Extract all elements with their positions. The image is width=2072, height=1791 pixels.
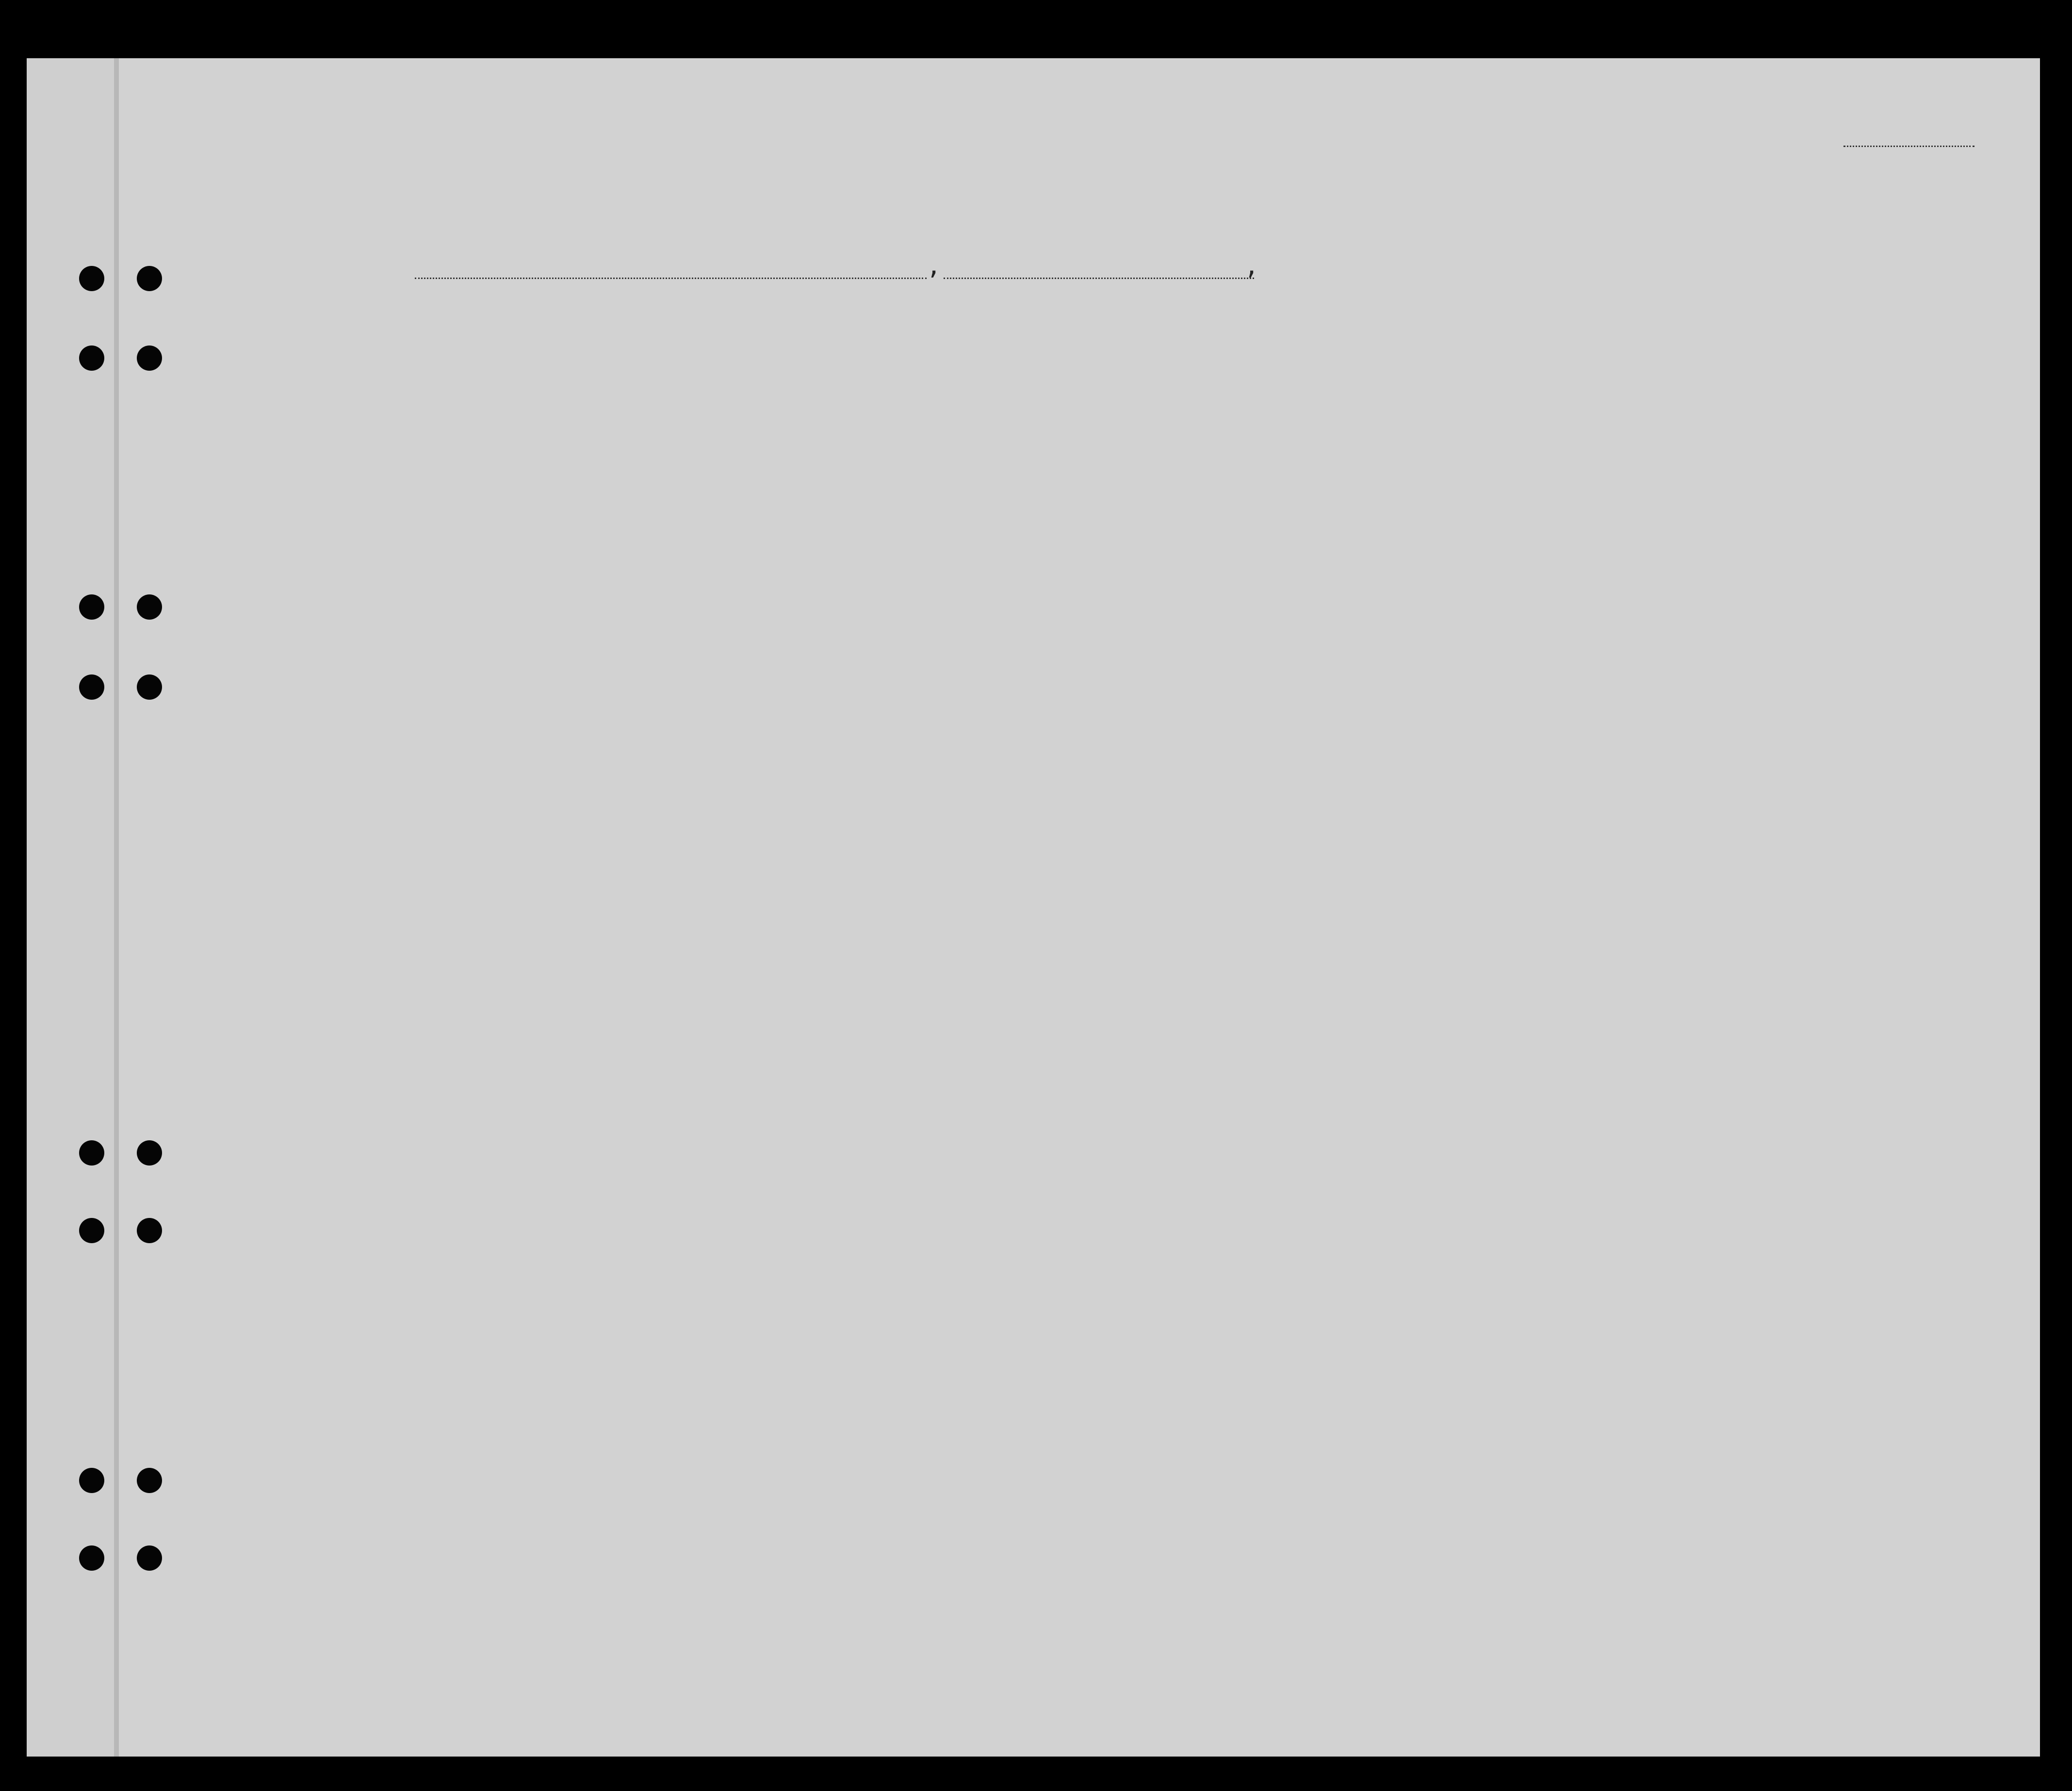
col34-inches: [1722, 425, 1737, 473]
col29-header: [1489, 354, 1518, 461]
col25-header: [1365, 361, 1391, 462]
col30-header: [1523, 359, 1543, 466]
col34-feet: [1698, 425, 1713, 473]
col24-become-citizen: [1330, 385, 1355, 470]
col24-intends-return: [1270, 385, 1295, 470]
col21-header: [774, 357, 803, 454]
col27-header: [1413, 363, 1430, 465]
col24-length-of-stay: [1299, 385, 1324, 470]
comma-after-date: ,: [1247, 247, 1256, 281]
col28-header: [1440, 353, 1481, 465]
col31-header: [1544, 359, 1563, 466]
col26-header: [1391, 363, 1408, 465]
comma-after-port: ,: [929, 247, 939, 281]
col19-header: [642, 351, 669, 443]
